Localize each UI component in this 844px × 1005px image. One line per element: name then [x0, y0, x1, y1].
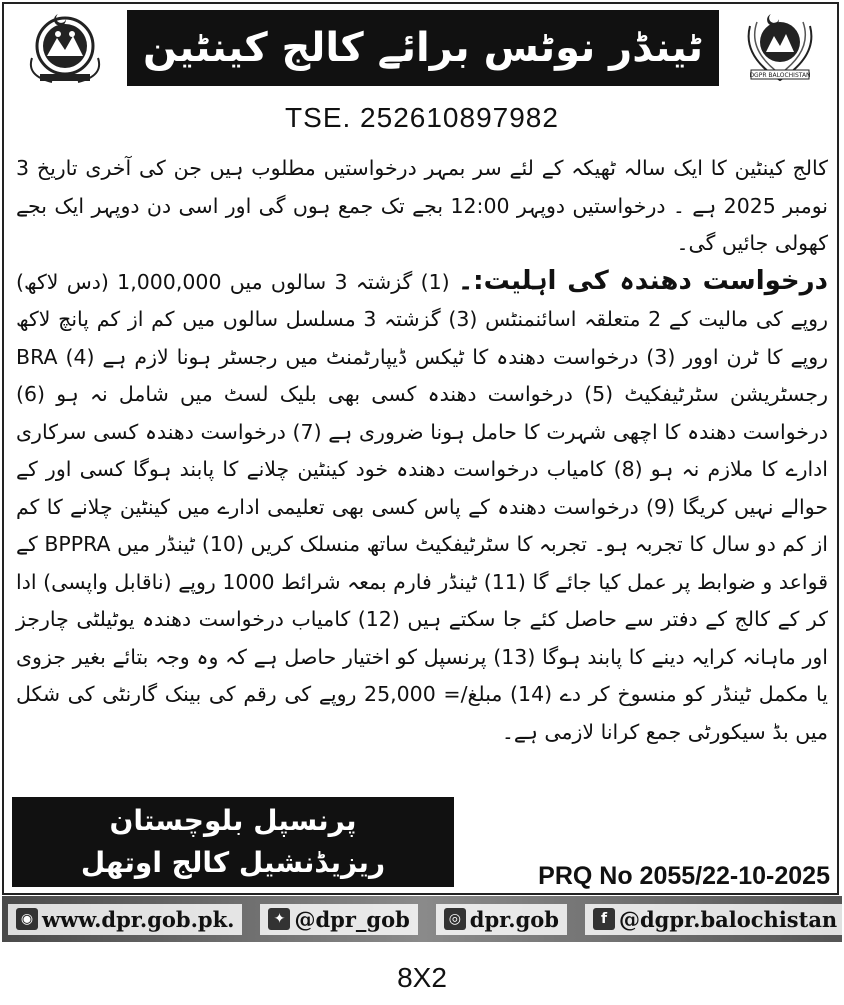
- notice-body: [16, 150, 828, 751]
- footer-bar: [2, 896, 842, 942]
- dgpr-balochistan-logo: [735, 8, 825, 88]
- footer-facebook[interactable]: [585, 904, 844, 935]
- twitter-text: @dpr_gob: [294, 906, 410, 932]
- tse-number: TSE. 252610897982: [285, 102, 559, 133]
- footer-instagram[interactable]: [436, 904, 567, 935]
- signature-line-1: پرنسپل بلوچستان: [109, 804, 357, 837]
- intro-paragraph: کالج کینٹین کا ایک سالہ ٹھیکہ کے لئے سر بمہر درخواستیں مطلوب ہیں جن کی آخری تاریخ 3 نومبر 2025 ہے ۔ درخواستیں دوپہر 12:00 بجے تک جمع ہوں گی اور اسی دن دوپہر ایک بجے کھولی جائیں گی۔: [16, 156, 828, 255]
- footer-website[interactable]: [8, 904, 242, 935]
- footer-twitter[interactable]: [260, 904, 417, 935]
- instagram-icon: ◎: [444, 908, 466, 930]
- signature-line-2: ریزیڈنشیل کالج اوتھل: [80, 846, 386, 879]
- eligibility-heading: درخواست دھندہ کی اہلیت:۔: [457, 265, 828, 296]
- globe-icon: ◉: [16, 908, 38, 930]
- eligibility-text: (1) گزشتہ 3 سالوں میں 1,000,000 (دس لاکھ) روپے کی مالیت کے 2 متعلقہ اسائنمنٹس (3) گزشتہ 3 مسلسل سالوں میں کم از کم پانچ لاکھ روپے کا ٹرن اوور (3) درخواست دھندہ کا ٹیکس ڈیپارٹمنٹ میں رجسٹر ہونا لازم ہے (4) BRA رجسٹریشن سٹرٹیفکیٹ (5) درخواست دھندہ کسی بھی بلیک لسٹ میں شامل نہ ہو (6) درخواست دھندہ کا اچھی شہرت کا حامل ہونا ضروری ہے (7) درخواست دھندہ کسی سرکاری ادارے کا ملازم نہ ہو (8) کامیاب درخواست دھندہ خود کینٹین چلانے کا پابند ہوگا کسی اور کے حوالے نہیں کریگا (9) درخواست دھندہ کے پاس کسی بھی تعلیمی ادارے میں کینٹین چلانے کا کم از کم دو سال کا تجربہ ہو۔ تجربہ کا سٹرٹیفکیٹ ساتھ منسلک کریں (10) ٹینڈر میں BPPRA کے قواعد و ضوابط پر عمل کیا جائے گا (11) ٹینڈر فارم بمعہ شرائط 1000 روپے (ناقابل واپسی) ادا کر کے کالج کے دفتر سے حاصل کئے جا سکتے ہیں (12) کامیاب درخواست دھندہ یوٹیلٹی چارجز اور ماہانہ کرایہ دینے کا پابند ہوگا (13) پرنسپل کو اختیار حاصل ہے کہ وہ وجہ بتائے بغیر جزوی یا مکمل ٹینڈر کو منسوخ کر دے (14) مبلغ/= 25,000 روپے کی رقم کی بینک گارنٹی کی شکل میں بڈ سیکورٹی جمع کرانا لازمی ہے۔: [16, 269, 829, 744]
- balochistan-emblem-logo: [20, 8, 110, 88]
- instagram-text: dpr.gob: [469, 906, 559, 932]
- facebook-text: @dgpr.balochistan: [619, 906, 838, 932]
- logo-text: DGPR BALOCHISTAN: [749, 72, 811, 79]
- facebook-icon: f: [593, 908, 615, 930]
- signature-block: [12, 797, 454, 887]
- prq-number: PRQ No 2055/22-10-2025: [538, 862, 830, 890]
- ad-size-label: 8X2: [397, 962, 447, 993]
- eligibility-paragraph: [16, 263, 828, 752]
- notice-title: ٹینڈر نوٹس برائے کالج کینٹین: [127, 10, 719, 86]
- website-text: www.dpr.gob.pk.: [42, 906, 235, 932]
- twitter-icon: ✦: [268, 908, 290, 930]
